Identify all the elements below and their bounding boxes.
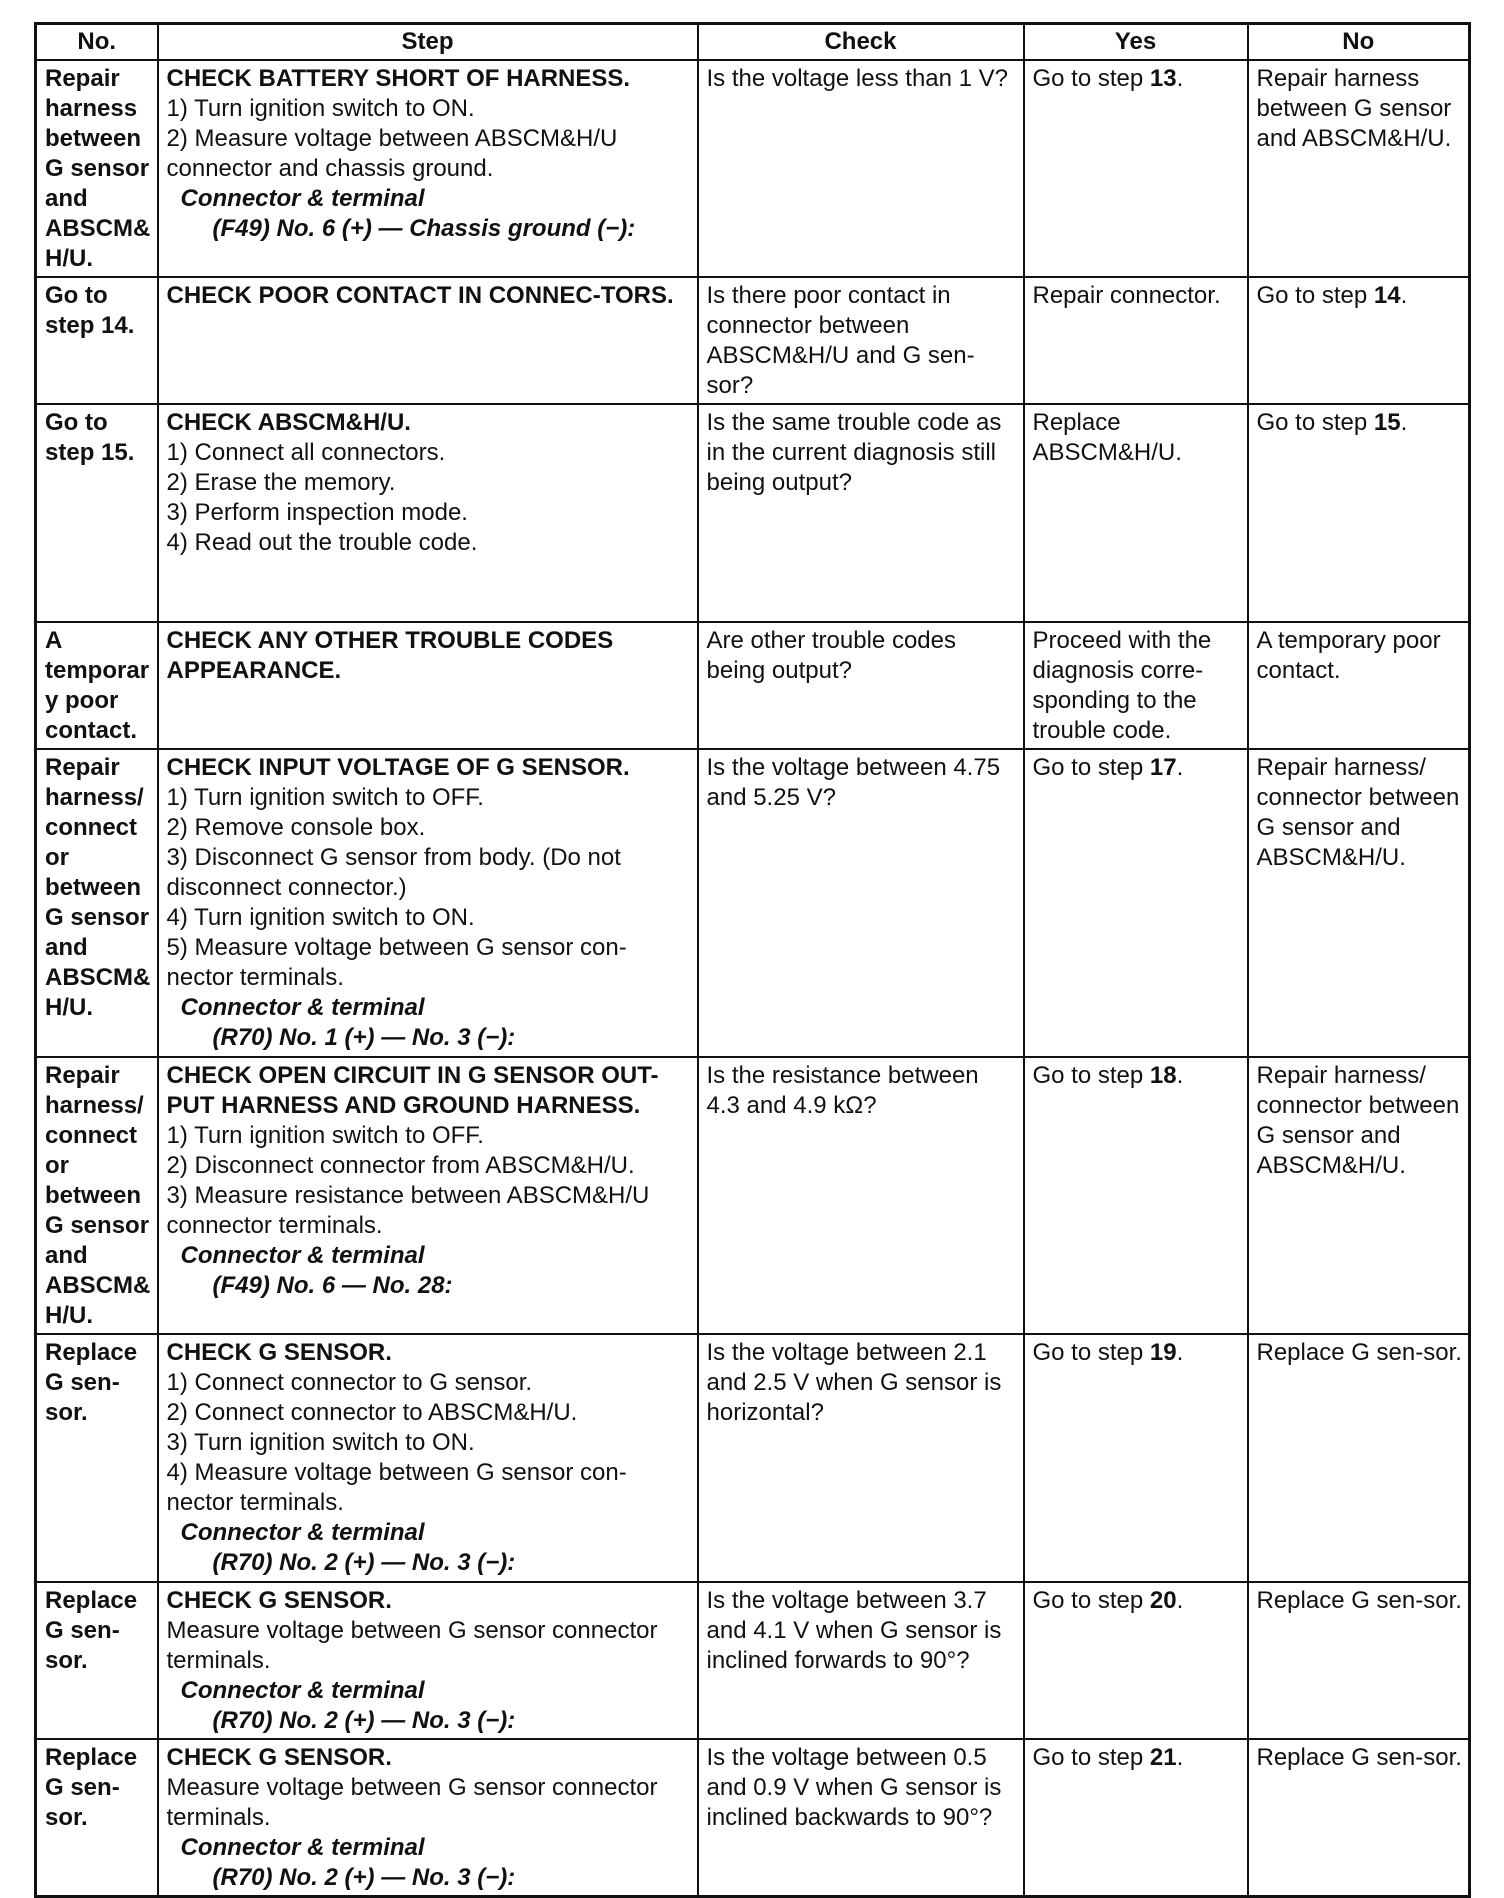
connector-terminal-label: Connector & terminal bbox=[180, 1677, 425, 1704]
step-title: CHECK POOR CONTACT IN CONNEC-TORS. bbox=[166, 282, 674, 309]
yes-cell: Go to step 17. bbox=[1024, 749, 1248, 1057]
step-title: CHECK ABSCM&H/U. bbox=[166, 409, 411, 436]
step-number: Repair harness/ connector between G sensor and ABSCM&H/U. bbox=[36, 1057, 158, 1334]
step-title: CHECK G SENSOR. bbox=[166, 1587, 392, 1614]
table-row bbox=[36, 60, 1470, 277]
step-cell bbox=[158, 1334, 698, 1582]
table-body bbox=[36, 60, 1470, 1897]
step-number: Go to step 15. bbox=[36, 404, 158, 622]
table-row bbox=[36, 1334, 1470, 1582]
step-instruction: 2) Measure voltage between ABSCM&H/U connector and chassis ground. bbox=[166, 125, 618, 182]
no-cell: Go to step 15. bbox=[1248, 404, 1470, 622]
connector-terminal-label: Connector & terminal bbox=[180, 185, 425, 212]
check-cell: Is the voltage between 2.1 and 2.5 V when G sensor is horizontal? bbox=[698, 1334, 1024, 1582]
step-instruction: 4) Measure voltage between G sensor con-nector terminals. bbox=[166, 1459, 627, 1516]
step-instruction: 3) Measure resistance between ABSCM&H/U connector terminals. bbox=[166, 1182, 650, 1239]
step-cell bbox=[158, 749, 698, 1057]
step-number: Replace G sen-sor. bbox=[36, 1739, 158, 1897]
step-title: CHECK G SENSOR. bbox=[166, 1339, 392, 1366]
step-instruction: 5) Measure voltage between G sensor con-nector terminals. bbox=[166, 934, 627, 991]
connector-terminal-label: Connector & terminal bbox=[180, 1242, 425, 1269]
no-cell: A temporary poor contact. bbox=[1248, 622, 1470, 749]
step-title: CHECK BATTERY SHORT OF HARNESS. bbox=[166, 65, 631, 92]
yes-cell: Proceed with the diagnosis corre-sponding to the trouble code. bbox=[1024, 622, 1248, 749]
step-instruction: 1) Turn ignition switch to ON. bbox=[166, 95, 475, 122]
connector-terminal-label: Connector & terminal bbox=[180, 1519, 425, 1546]
yes-cell: Go to step 21. bbox=[1024, 1739, 1248, 1897]
check-cell: Is the voltage between 3.7 and 4.1 V when G sensor is inclined forwards to 90°? bbox=[698, 1582, 1024, 1739]
header-step: Step bbox=[158, 24, 698, 61]
connector-terminal-label: Connector & terminal bbox=[180, 994, 425, 1021]
step-cell bbox=[158, 60, 698, 277]
yes-cell: Go to step 19. bbox=[1024, 1334, 1248, 1582]
yes-cell: Replace ABSCM&H/U. bbox=[1024, 404, 1248, 622]
step-instruction: 1) Connect all connectors. bbox=[166, 439, 446, 466]
table-row bbox=[36, 749, 1470, 1057]
step-cell bbox=[158, 622, 698, 749]
no-cell: Repair harness/ connector between G sensor and ABSCM&H/U. bbox=[1248, 1057, 1470, 1334]
header-no: No. bbox=[36, 24, 158, 61]
connector-terminal-value: (F49) No. 6 (+) — Chassis ground (−): bbox=[212, 215, 636, 242]
connector-terminal-value: (F49) No. 6 — No. 28: bbox=[212, 1272, 453, 1299]
step-number: A temporary poor contact. bbox=[36, 622, 158, 749]
connector-terminal-value: (R70) No. 2 (+) — No. 3 (−): bbox=[212, 1864, 516, 1891]
check-cell: Is the resistance between 4.3 and 4.9 kΩ? bbox=[698, 1057, 1024, 1334]
step-instruction: 1) Turn ignition switch to OFF. bbox=[166, 784, 484, 811]
step-cell bbox=[158, 277, 698, 404]
diagnosis-table bbox=[34, 22, 1471, 1898]
header-yes: Yes bbox=[1024, 24, 1248, 61]
check-cell: Is the voltage between 0.5 and 0.9 V when G sensor is inclined backwards to 90°? bbox=[698, 1739, 1024, 1897]
yes-cell: Repair connector. bbox=[1024, 277, 1248, 404]
yes-cell: Go to step 20. bbox=[1024, 1582, 1248, 1739]
header-no-result: No bbox=[1248, 24, 1470, 61]
step-instruction: 4) Read out the trouble code. bbox=[166, 529, 478, 556]
step-number: Replace G sen-sor. bbox=[36, 1582, 158, 1739]
step-instruction: 3) Disconnect G sensor from body. (Do not disconnect connector.) bbox=[166, 844, 621, 901]
step-number: Repair harness between G sensor and ABSCM&H/U. bbox=[36, 60, 158, 277]
step-instruction: 3) Turn ignition switch to ON. bbox=[166, 1429, 475, 1456]
step-instruction: 1) Connect connector to G sensor. bbox=[166, 1369, 533, 1396]
no-cell: Repair harness/ connector between G sensor and ABSCM&H/U. bbox=[1248, 749, 1470, 1057]
connector-terminal-value: (R70) No. 2 (+) — No. 3 (−): bbox=[212, 1707, 516, 1734]
step-cell bbox=[158, 1582, 698, 1739]
check-cell: Are other trouble codes being output? bbox=[698, 622, 1024, 749]
step-instruction: 3) Perform inspection mode. bbox=[166, 499, 468, 526]
no-cell: Repair harness between G sensor and ABSCM&H/U. bbox=[1248, 60, 1470, 277]
step-instruction: 2) Erase the memory. bbox=[166, 469, 396, 496]
step-number: Replace G sen-sor. bbox=[36, 1334, 158, 1582]
step-number: Go to step 14. bbox=[36, 277, 158, 404]
check-cell: Is there poor contact in connector between ABSCM&H/U and G sen-sor? bbox=[698, 277, 1024, 404]
step-instruction: 2) Connect connector to ABSCM&H/U. bbox=[166, 1399, 578, 1426]
connector-terminal-value: (R70) No. 1 (+) — No. 3 (−): bbox=[212, 1024, 516, 1051]
table-row bbox=[36, 1057, 1470, 1334]
step-title: CHECK OPEN CIRCUIT IN G SENSOR OUT-PUT HARNESS AND GROUND HARNESS. bbox=[166, 1062, 659, 1119]
table-row bbox=[36, 622, 1470, 749]
table-row bbox=[36, 404, 1470, 622]
step-number: Repair harness/ connector between G sensor and ABSCM&H/U. bbox=[36, 749, 158, 1057]
check-cell: Is the voltage between 4.75 and 5.25 V? bbox=[698, 749, 1024, 1057]
table-row bbox=[36, 277, 1470, 404]
step-instruction: Measure voltage between G sensor connector terminals. bbox=[166, 1774, 658, 1831]
step-instruction: 2) Disconnect connector from ABSCM&H/U. bbox=[166, 1152, 635, 1179]
step-instruction: Measure voltage between G sensor connector terminals. bbox=[166, 1617, 658, 1674]
connector-terminal-value: (R70) No. 2 (+) — No. 3 (−): bbox=[212, 1549, 516, 1576]
table-row bbox=[36, 1582, 1470, 1739]
table-header-row bbox=[36, 24, 1470, 61]
no-cell: Replace G sen-sor. bbox=[1248, 1334, 1470, 1582]
table-row bbox=[36, 1739, 1470, 1897]
step-cell bbox=[158, 1057, 698, 1334]
yes-cell: Go to step 13. bbox=[1024, 60, 1248, 277]
no-cell: Replace G sen-sor. bbox=[1248, 1739, 1470, 1897]
step-instruction: 4) Turn ignition switch to ON. bbox=[166, 904, 475, 931]
step-instruction: 1) Turn ignition switch to OFF. bbox=[166, 1122, 484, 1149]
connector-terminal-label: Connector & terminal bbox=[180, 1834, 425, 1861]
step-instruction: 2) Remove console box. bbox=[166, 814, 426, 841]
check-cell: Is the voltage less than 1 V? bbox=[698, 60, 1024, 277]
header-check: Check bbox=[698, 24, 1024, 61]
step-cell bbox=[158, 1739, 698, 1897]
no-cell: Go to step 14. bbox=[1248, 277, 1470, 404]
no-cell: Replace G sen-sor. bbox=[1248, 1582, 1470, 1739]
step-cell bbox=[158, 404, 698, 622]
step-title: CHECK INPUT VOLTAGE OF G SENSOR. bbox=[166, 754, 630, 781]
check-cell: Is the same trouble code as in the current diagnosis still being output? bbox=[698, 404, 1024, 622]
step-title: CHECK ANY OTHER TROUBLE CODES APPEARANCE. bbox=[166, 627, 614, 684]
yes-cell: Go to step 18. bbox=[1024, 1057, 1248, 1334]
step-title: CHECK G SENSOR. bbox=[166, 1744, 392, 1771]
